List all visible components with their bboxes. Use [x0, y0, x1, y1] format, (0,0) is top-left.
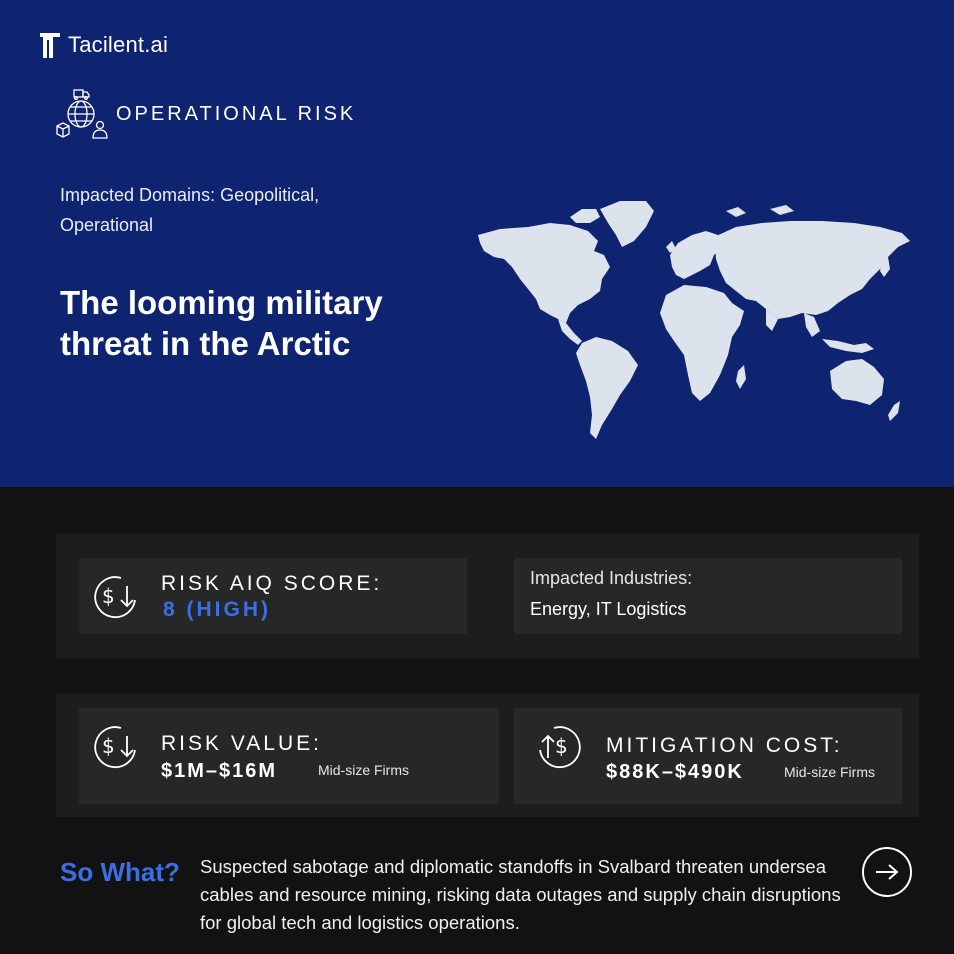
- industries-card: [514, 558, 902, 634]
- risk-score-value: 8 (HIGH): [163, 598, 271, 621]
- industries-title: Impacted Industries:: [530, 568, 693, 588]
- industries-list: Energy, IT Logistics: [530, 599, 687, 619]
- so-what-text: Suspected sabotage and diplomatic standoffs in Svalbard threaten undersea cables and resource mining, risking data outages and supply chain disruptions for global tech and logistics operations.: [200, 856, 841, 933]
- brand[interactable]: [40, 32, 168, 58]
- risk-score-label: RISK AIQ SCORE:: [161, 572, 383, 595]
- risk-value-card: [79, 708, 499, 804]
- mitigation-label: MITIGATION COST:: [606, 734, 843, 757]
- risk-value-segment: Mid-size Firms: [318, 762, 409, 778]
- risk-value-amount: $1M–$16M: [161, 760, 278, 782]
- dollar-down-icon: [91, 572, 139, 620]
- score-panel: [56, 534, 919, 658]
- page-title: The looming military threat in the Arctic: [60, 284, 383, 362]
- impacted-domains: Impacted Domains: Geopolitical, Operational: [60, 185, 320, 235]
- svg-text:$: $: [102, 584, 115, 608]
- category-label: OPERATIONAL RISK: [116, 102, 357, 125]
- dollar-up-icon: [536, 722, 584, 770]
- svg-text:$: $: [555, 734, 568, 758]
- cost-panel: [56, 694, 919, 817]
- risk-value-label: RISK VALUE:: [161, 732, 322, 755]
- tacilent-logo-icon: [40, 32, 60, 58]
- svg-text:$: $: [102, 734, 115, 758]
- world-map-icon: [470, 195, 920, 445]
- globe-logistics-icon: [54, 88, 108, 140]
- category-header: [54, 88, 356, 140]
- mitigation-segment: Mid-size Firms: [784, 764, 875, 780]
- mitigation-card: [514, 708, 902, 804]
- dollar-down-icon: [91, 722, 139, 770]
- mitigation-amount: $88K–$490K: [606, 761, 744, 783]
- so-what-label: So What?: [60, 857, 180, 887]
- arrow-right-icon: [873, 862, 901, 882]
- next-button[interactable]: [862, 847, 912, 897]
- brand-name: Tacilent.ai: [68, 32, 169, 57]
- risk-score-card: [79, 558, 467, 634]
